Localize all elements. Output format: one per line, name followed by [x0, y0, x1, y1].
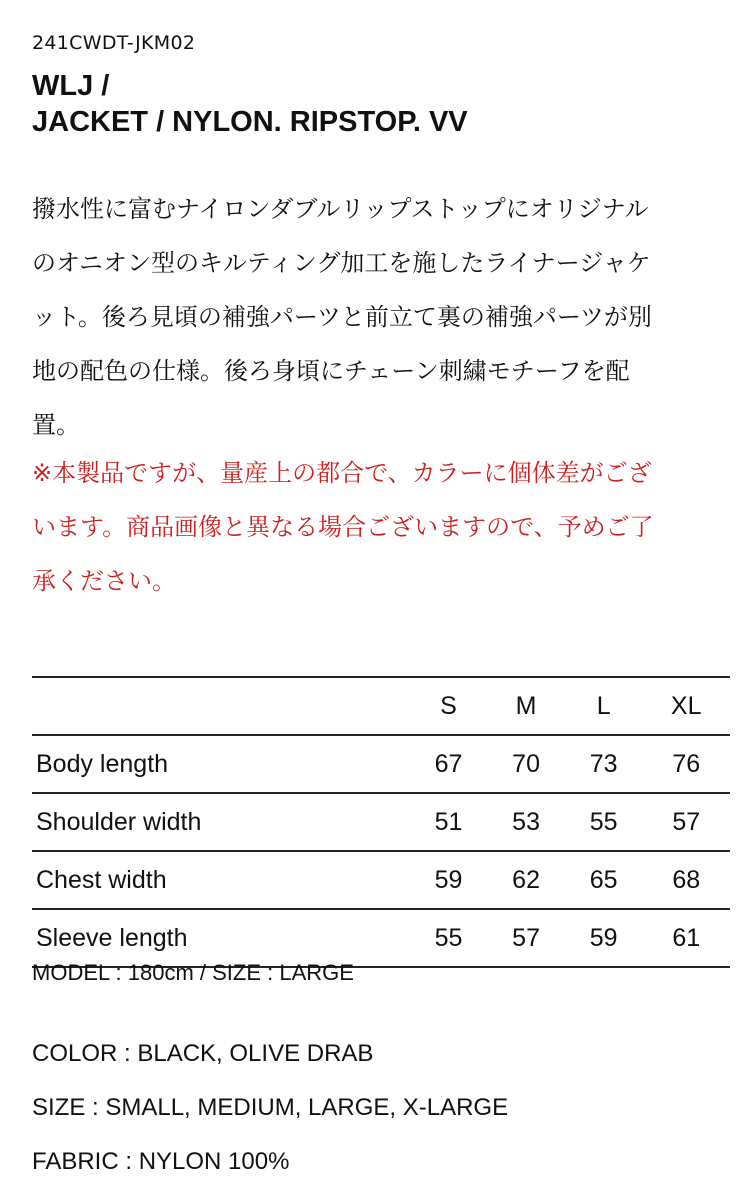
size-chart-header-row: [32, 677, 730, 735]
table-cell: 51: [410, 793, 488, 851]
product-description: [32, 182, 732, 452]
model-info: MODEL : 180cm / SIZE : LARGE: [32, 960, 354, 985]
description-line: 撥水性に富むナイロンダブルリップストップにオリジナル: [32, 195, 649, 223]
table-row: [32, 851, 730, 909]
row-label-shoulder-width: Shoulder width: [32, 793, 410, 851]
product-code: 241CWDT-JKM02: [32, 32, 196, 54]
description-line: ット。後ろ見頃の補強パーツと前立て裏の補強パーツが別: [32, 303, 652, 331]
row-label-chest-width: Chest width: [32, 851, 410, 909]
table-cell: 73: [565, 735, 643, 793]
spec-fabric: FABRIC : NYLON 100%: [32, 1148, 290, 1175]
description-line: のオニオン型のキルティング加工を施したライナージャケ: [32, 249, 651, 277]
product-title-line: WLJ /: [32, 70, 110, 102]
note-line: います。商品画像と異なる場合ございますので、予めご了: [32, 513, 654, 541]
spec-color: COLOR : BLACK, OLIVE DRAB: [32, 1040, 374, 1067]
description-line: 地の配色の仕様。後ろ身頃にチェーン刺繍モチーフを配: [32, 357, 630, 385]
table-cell: 65: [565, 851, 643, 909]
size-header-xl: XL: [642, 677, 730, 735]
table-cell: 76: [642, 735, 730, 793]
color-variation-note: [32, 446, 732, 608]
product-title: [32, 68, 468, 140]
size-header-s: S: [410, 677, 488, 735]
table-row: [32, 909, 730, 967]
table-cell: 57: [642, 793, 730, 851]
size-header-l: L: [565, 677, 643, 735]
table-cell: 67: [410, 735, 488, 793]
table-cell: 53: [487, 793, 565, 851]
table-cell: 68: [642, 851, 730, 909]
note-line: 承ください。: [32, 567, 176, 595]
table-cell: 59: [565, 909, 643, 967]
size-chart-table: [32, 676, 730, 968]
row-label-body-length: Body length: [32, 735, 410, 793]
note-line: ※本製品ですが、量産上の都合で、カラーに個体差がござ: [32, 459, 652, 487]
table-cell: 61: [642, 909, 730, 967]
size-chart-corner: [32, 677, 410, 735]
table-cell: 62: [487, 851, 565, 909]
table-cell: 55: [410, 909, 488, 967]
row-label-sleeve-length: Sleeve length: [32, 909, 410, 967]
table-cell: 55: [565, 793, 643, 851]
size-header-m: M: [487, 677, 565, 735]
table-cell: 70: [487, 735, 565, 793]
table-row: [32, 793, 730, 851]
table-row: [32, 735, 730, 793]
description-line: 置。: [32, 411, 80, 439]
table-cell: 57: [487, 909, 565, 967]
spec-sizes: SIZE : SMALL, MEDIUM, LARGE, X-LARGE: [32, 1094, 509, 1121]
product-title-line: JACKET / NYLON. RIPSTOP. VV: [32, 106, 468, 138]
table-cell: 59: [410, 851, 488, 909]
